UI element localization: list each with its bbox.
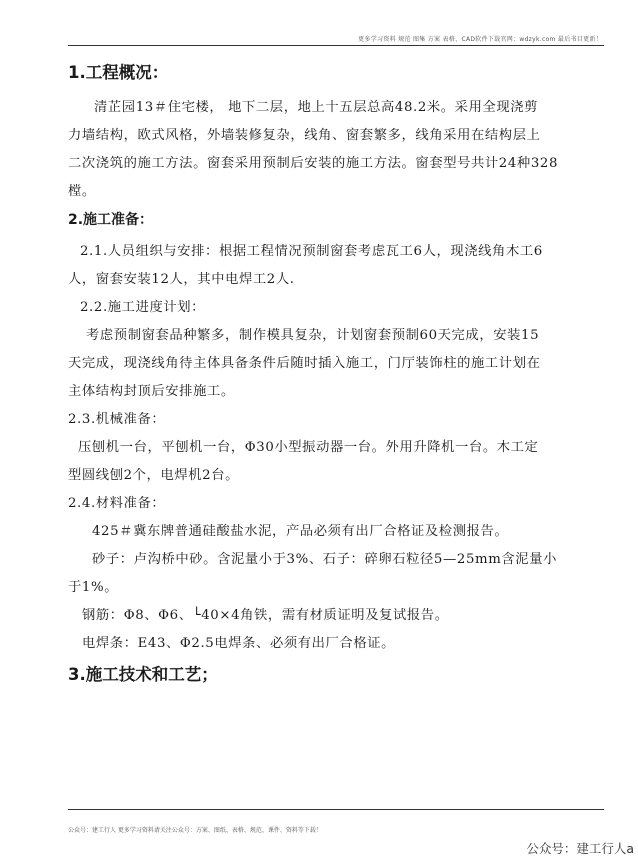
cement-spec: 425＃冀东牌普通硅酸盐水泥，产品必须有出厂合格证及检测报告。 [92,524,509,539]
paragraph-line: 天完成，现浇线角待主体具备条件后随时插入施工，门厅装饰柱的施工计划在 [68,356,541,371]
paragraph-line: 型圆线刨2个，电焊机2台。 [68,468,239,483]
paragraph-line: 樘。 [68,184,96,199]
paragraph-line: 人，窗套安装12人，其中电焊工2人. [68,272,295,287]
paragraph-line: 压刨机一台，平刨机一台，Φ30小型振动器一台。外用升降机一台。木工定 [78,440,539,455]
paragraph-line: 清芷园13＃住宅楼， 地下二层，地上十五层总高48.2米。采用全现浇剪 [94,100,539,115]
section-2-4-title: 2.4.材料准备： [68,496,166,511]
paragraph-line: 二次浇筑的施工方法。窗套采用预制后安装的施工方法。窗套型号共计24种328 [68,156,558,171]
paragraph-line: 考虑预制窗套品种繁多，制作模具复杂，计划窗套预制60天完成，安装15 [86,328,540,343]
paragraph-line: 主体结构封顶后安排施工。 [68,384,235,399]
section-1-heading: 1.工程概况： [68,63,169,82]
section-2-1-paragraph [68,238,592,294]
section-2-3-title: 2.3.机械准备： [68,412,166,427]
document-body [68,62,592,686]
footer-rule [68,809,604,810]
sand-stone-spec [68,546,592,602]
section-2-2-paragraph [68,322,592,406]
paragraph-line: 于1%。 [68,580,119,595]
paragraph-line: 力墙结构，欧式风格，外墙装修复杂，线角、窗套繁多，线角采用在结构层上 [68,128,541,143]
section-2-2-title: 2.2.施工进度计划： [80,300,206,315]
paragraph-line: 砂子：卢沟桥中砂。含泥量小于3%、石子：碎卵石粒径5—25mm含泥量小 [92,552,558,567]
section-2-3-paragraph [68,434,592,490]
section-1-paragraph [68,94,592,206]
header-note: 更多学习资料 规范 图集 方案 表格、CAD软件下载官网：wdzyk.com 最后书目更新！ [358,36,602,43]
paragraph-line: 2.1.人员组织与安排：根据工程情况预制窗套考虑瓦工6人，现浇线角木工6 [80,244,543,259]
footer-note: 公众号：建工行人 更多学习资料请关注公众号：方案、图纸、表格、规范、课件、资料等下载！ [68,827,322,834]
steel-spec: 钢筋：Φ8、Φ6、└40×4角铁，需有材质证明及复试报告。 [82,608,449,623]
watermark: 公众号：建工行人a [526,841,634,856]
section-2-heading: 2.施工准备： [68,212,154,228]
header-rule [68,45,604,46]
welding-rod-spec: 电焊条：E43、Φ2.5电焊条、必须有出厂合格证。 [82,636,396,651]
section-3-heading: 3.施工技术和工艺； [68,665,218,684]
page-header [0,0,638,48]
